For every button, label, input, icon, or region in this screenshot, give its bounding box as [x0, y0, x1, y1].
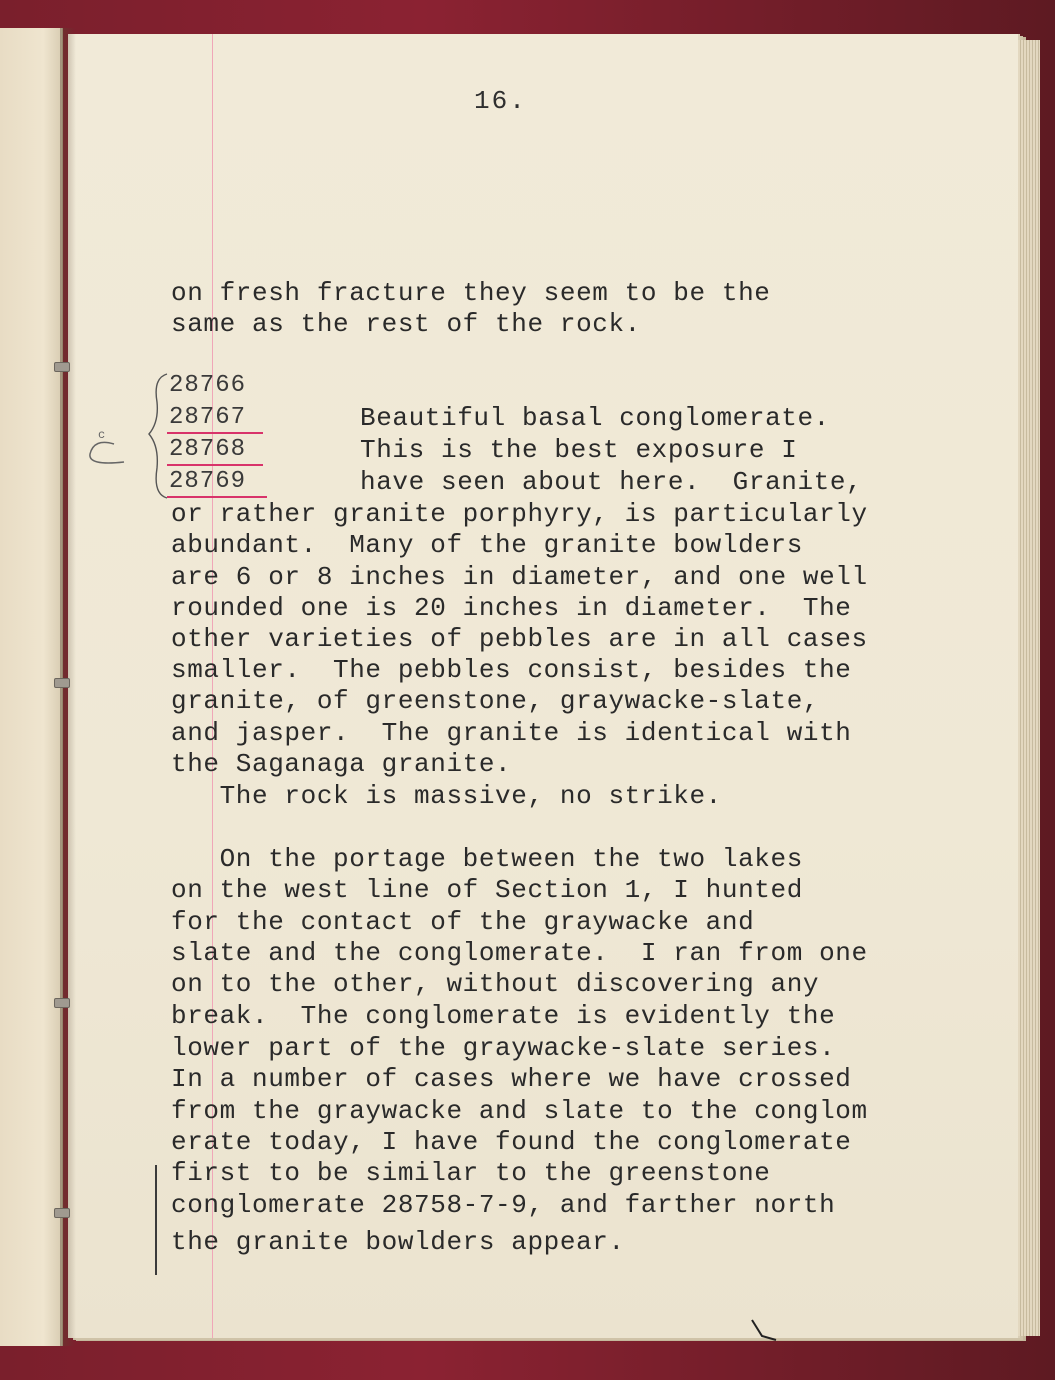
text-line: on to the other, without discovering any [171, 969, 820, 999]
specimen-number: 28766 [169, 372, 247, 399]
text-line: abundant. Many of the granite bowlders [171, 530, 803, 560]
text-line: the Saganaga granite. [171, 749, 512, 779]
specimen-number: 28767 [169, 404, 247, 431]
binder-ring [54, 998, 70, 1008]
page-tear-mark [748, 1318, 778, 1342]
text-line: Beautiful basal conglomerate. [360, 403, 830, 433]
text-line: In a number of cases where we have crossed [171, 1064, 852, 1094]
text-line: first to be similar to the greenstone [171, 1158, 771, 1188]
bracket-mark [145, 372, 171, 500]
text-line: for the contact of the graywacke and [171, 907, 755, 937]
text-line: The rock is massive, no strike. [171, 781, 722, 811]
binder-ring [54, 678, 70, 688]
text-line: conglomerate 28758-7-9, and farther north [171, 1190, 836, 1220]
page-number: 16. [474, 86, 527, 116]
text-line: rounded one is 20 inches in diameter. The [171, 593, 852, 623]
text-line: smaller. The pebbles consist, besides the [171, 655, 852, 685]
text-line: are 6 or 8 inches in diameter, and one well [171, 562, 868, 592]
text-line: On the portage between the two lakes [171, 844, 803, 874]
specimen-number: 28768 [169, 436, 247, 463]
red-underline [167, 432, 263, 434]
text-line: granite, of greenstone, graywacke-slate, [171, 686, 820, 716]
binder-ring [54, 1208, 70, 1218]
binder-ring [54, 362, 70, 372]
red-underline [167, 496, 267, 498]
text-line: lower part of the graywacke-slate series. [171, 1033, 836, 1063]
red-underline [167, 464, 263, 466]
text-line: erate today, I have found the conglomerate [171, 1127, 852, 1157]
margin-bar-mark [155, 1165, 157, 1275]
text-line: or rather granite porphyry, is particularly [171, 499, 868, 529]
page-stack-edge [1018, 40, 1040, 1336]
text-line: slate and the conglomerate. I ran from one [171, 938, 868, 968]
text-line: other varieties of pebbles are in all cases [171, 624, 868, 654]
text-line: break. The conglomerate is evidently the [171, 1001, 836, 1031]
text-line: and jasper. The granite is identical with [171, 718, 852, 748]
specimen-number: 28769 [169, 468, 247, 495]
text-line: on fresh fracture they seem to be the [171, 278, 771, 308]
pencil-check-mark [84, 424, 132, 470]
text-line: from the graywacke and slate to the conglom [171, 1096, 868, 1126]
text-line: on the west line of Section 1, I hunted [171, 875, 803, 905]
text-line: This is the best exposure I [360, 435, 798, 465]
text-line: have seen about here. Granite, [360, 467, 863, 497]
text-line: same as the rest of the rock. [171, 309, 641, 339]
text-line: the granite bowlders appear. [171, 1227, 625, 1257]
margin-note: c [98, 428, 106, 442]
